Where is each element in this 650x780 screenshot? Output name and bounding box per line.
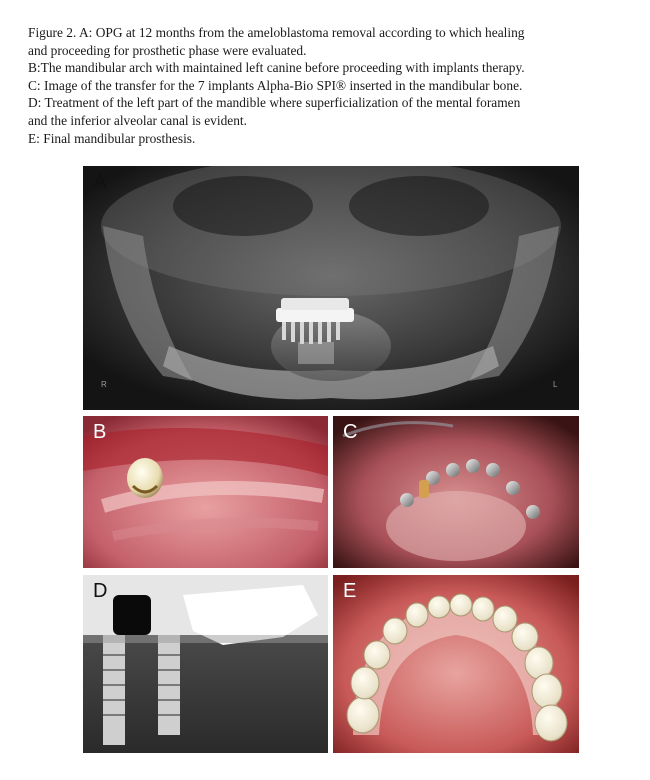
caption-line: E: Final mandibular prosthesis.	[28, 130, 196, 146]
final-prosthesis-image	[333, 575, 579, 753]
opg-radiograph-image	[83, 166, 579, 410]
panel-a-opg-radiograph	[83, 166, 579, 410]
panel-label: D	[93, 580, 108, 602]
panel-label: A	[93, 171, 107, 193]
panel-c-implant-transfer-photo	[333, 416, 579, 568]
mandibular-arch-image	[83, 416, 328, 568]
caption-line: C: Image of the transfer for the 7 implants Alpha-Bio SPI® inserted in the mandibular bone.	[28, 77, 523, 93]
caption-line: and the inferior alveolar canal is evident.	[28, 112, 247, 128]
caption-line: B:The mandibular arch with maintained left canine before proceeding with implants therapy.	[28, 60, 525, 76]
caption-line: Figure 2. A: OPG at 12 months from the ameloblastoma removal according to which healing	[28, 25, 525, 40]
caption-line: D: Treatment of the left part of the mandible where superficialization of the mental foramen	[28, 95, 521, 111]
side-marker-right: R	[101, 380, 107, 389]
panel-label: C	[343, 421, 358, 443]
side-marker-left: L	[553, 380, 558, 389]
panel-label: E	[343, 580, 357, 602]
panel-b-mandibular-arch-photo	[83, 416, 328, 568]
caption-line: and proceeding for prosthetic phase were evaluated.	[28, 42, 307, 58]
periapical-radiograph-image	[83, 575, 328, 753]
panel-label: B	[93, 421, 107, 443]
panel-d-periapical-radiograph	[83, 575, 328, 753]
implant-transfer-image	[333, 416, 579, 568]
figure-caption	[28, 24, 628, 147]
panel-e-final-prosthesis-photo	[333, 575, 579, 753]
